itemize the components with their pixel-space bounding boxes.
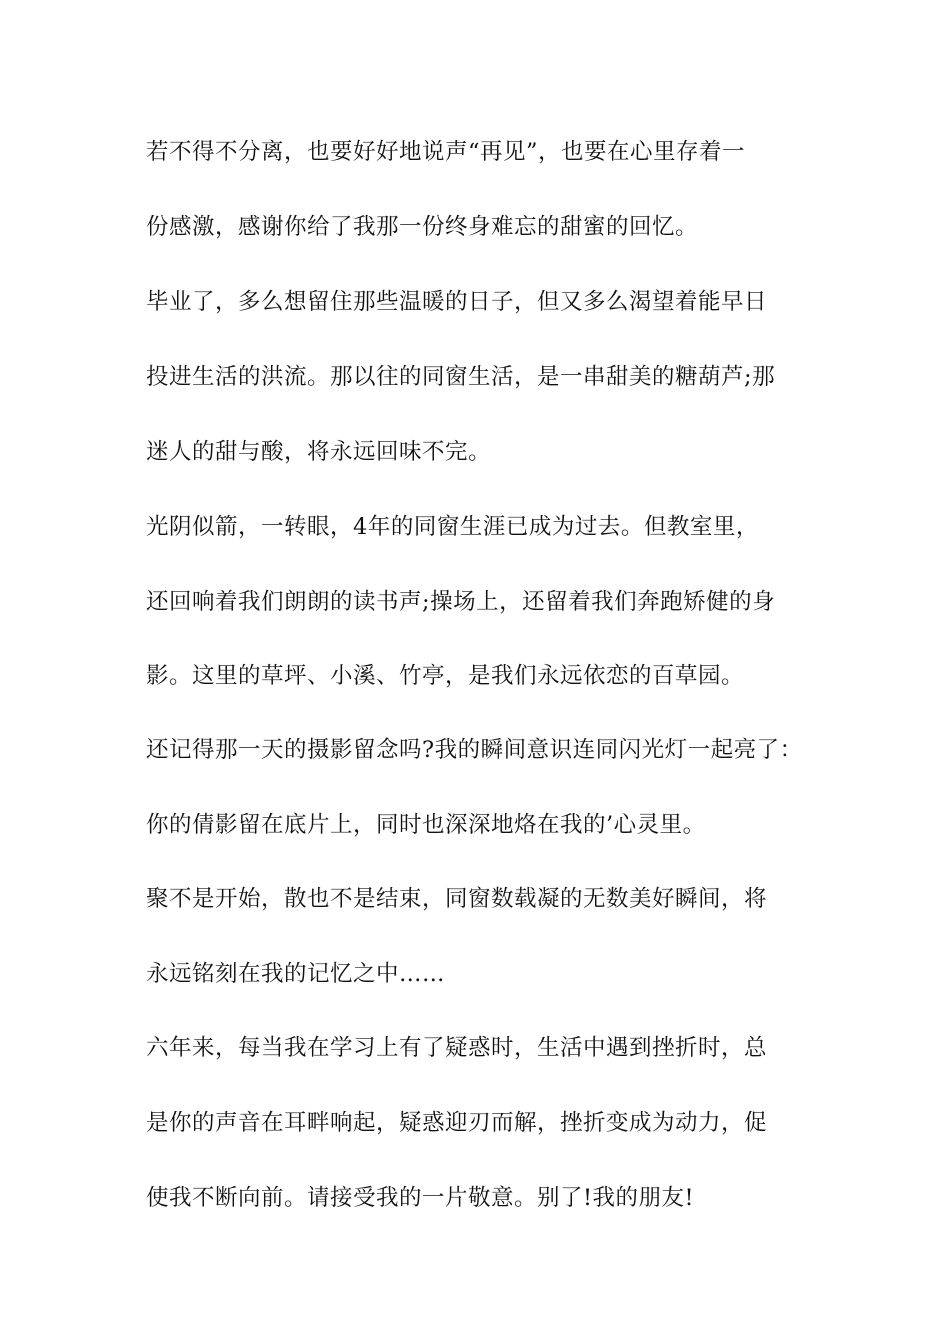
text-line-3: 毕业了，多么想留住那些温暖的日子，但又多么渴望着能早日 [146,289,768,315]
text-line-10: 你的倩影留在底片上，同时也深深地烙在我的’心灵里。 [146,812,706,838]
text-line-8: 影。这里的草坪、小溪、竹亭，是我们永远依恋的百草园。 [146,663,745,689]
text-line-14: 是你的声音在耳畔响起，疑惑迎刃而解，挫折变成为动力，促 [146,1110,768,1136]
text-line-4: 投进生活的洪流。那以往的同窗生活，是一串甜美的糖葫芦;那 [146,364,776,390]
text-line-6: 光阴似箭，一转眼，4年的同窗生涯已成为过去。但教室里， [146,514,759,540]
text-line-5: 迷人的甜与酸，将永远回味不完。 [146,439,492,465]
text-line-2: 份感激，感谢你给了我那一份终身难忘的甜蜜的回忆。 [146,214,699,240]
text-line-12: 永远铭刻在我的记忆之中…… [146,961,446,987]
text-line-15: 使我不断向前。请接受我的一片敬意。别了!我的朋友! [146,1185,695,1211]
text-line-11: 聚不是开始，散也不是结束，同窗数载凝的无数美好瞬间，将 [146,886,768,912]
text-line-7: 还回响着我们朗朗的读书声;操场上，还留着我们奔跑矫健的身 [146,589,776,615]
text-line-1: 若不得不分离，也要好好地说声“再见”，也要在心里存着一 [146,139,746,165]
text-line-9: 还记得那一天的摄影留念吗?我的瞬间意识连同闪光灯一起亮了： [146,737,803,763]
text-line-13: 六年来，每当我在学习上有了疑惑时，生活中遇到挫折时，总 [146,1035,768,1061]
